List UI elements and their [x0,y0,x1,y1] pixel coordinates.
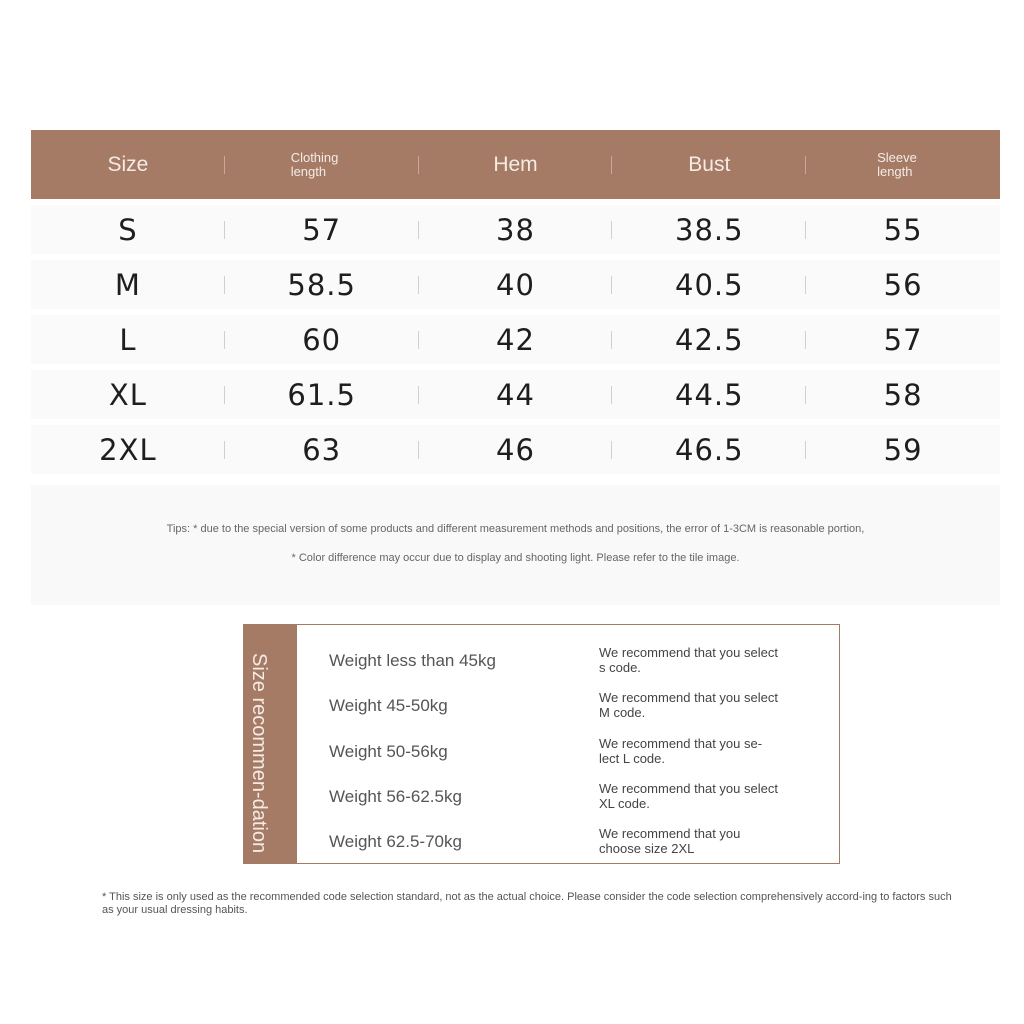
header-sleeve-length: Sleeve length [877,149,917,179]
cell-clothing-length: 60 [225,323,419,357]
cell-sleeve-length: 57 [883,322,923,357]
weight-range: Weight less than 45kg [329,651,496,670]
cell-bust: 40.5 [612,268,806,302]
header-bust: Bust [612,153,806,177]
size-advice: We recommend that you choose size 2XL [599,826,741,856]
cell-clothing-length: 63 [225,433,419,467]
cell-bust: 42.5 [612,323,806,357]
table-row [31,315,1000,364]
weight-range: Weight 45-50kg [329,696,448,715]
recommendation-row [244,686,839,726]
recommendation-row [244,732,839,772]
size-table [31,130,1000,474]
cell-hem: 44 [419,378,613,412]
size-advice: We recommend that you select M code. [599,690,778,720]
table-row [31,370,1000,419]
cell-bust: 46.5 [612,433,806,467]
cell-sleeve-length: 56 [883,267,923,302]
weight-range: Weight 56-62.5kg [329,787,462,806]
recommendation-row [244,822,839,862]
tips-line-2: * Color difference may occur due to display and shooting light. Please refer to the tile image. [291,552,740,564]
tips-panel [31,485,1000,605]
cell-hem: 40 [419,268,613,302]
cell-sleeve-length: 58 [883,377,923,412]
cell-size: M [31,268,225,302]
size-advice: We recommend that you select XL code. [599,781,778,811]
cell-hem: 46 [419,433,613,467]
cell-bust: 38.5 [612,213,806,247]
cell-size: S [31,213,225,247]
cell-size: L [31,323,225,357]
size-advice: We recommend that you select s code. [599,645,778,675]
table-row [31,425,1000,474]
weight-range: Weight 50-56kg [329,742,448,761]
table-header-row [31,130,1000,199]
size-advice: We recommend that you se-lect L code. [599,736,763,766]
recommendation-row [244,777,839,817]
cell-hem: 38 [419,213,613,247]
cell-sleeve-length: 55 [883,212,923,247]
recommendation-title: Size recommen-dation [248,653,270,854]
table-row [31,260,1000,309]
tips-line-1: Tips: * due to the special version of some products and different measurement methods and positions, the error of 1-3CM is reasonable portion, [166,523,865,535]
cell-size: 2XL [31,433,225,467]
cell-bust: 44.5 [612,378,806,412]
header-clothing-length: Clothing length [225,151,419,179]
cell-size: XL [31,378,225,412]
cell-hem: 42 [419,323,613,357]
header-hem: Hem [419,153,613,177]
cell-clothing-length: 61.5 [225,378,419,412]
weight-range: Weight 62.5-70kg [329,832,462,851]
recommendation-row [244,641,839,681]
table-row [31,205,1000,254]
cell-clothing-length: 57 [225,213,419,247]
size-recommendation-box [243,624,840,864]
header-size: Size [31,153,225,177]
cell-sleeve-length: 59 [883,432,923,467]
cell-clothing-length: 58.5 [225,268,419,302]
disclaimer-note: * This size is only used as the recommended code selection standard, not as the actual choice. Please consider the code selection comprehensively accord-ing to factors such as your usual dressing habits. [102,891,952,916]
